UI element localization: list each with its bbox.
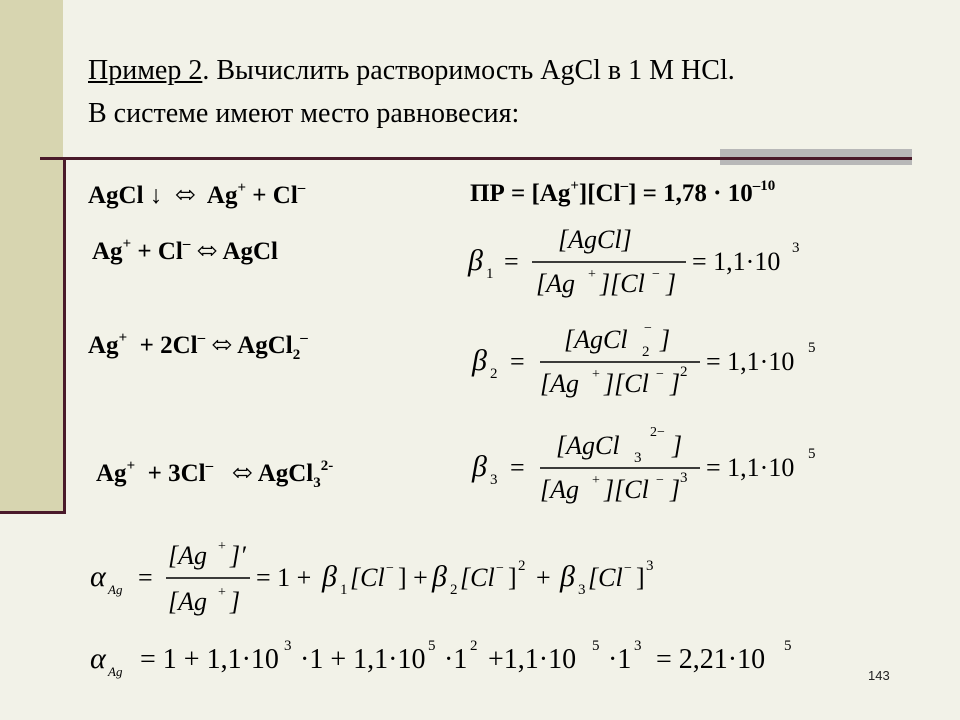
svg-text:]: ] xyxy=(508,563,517,592)
svg-text:2−: 2− xyxy=(650,425,665,440)
svg-text:5: 5 xyxy=(784,638,792,654)
svg-text:[Ag: [Ag xyxy=(536,269,575,298)
svg-text:+: + xyxy=(592,367,600,382)
svg-text:−: − xyxy=(386,561,394,576)
svg-text:]: ] xyxy=(670,475,681,504)
svg-text:[Cl: [Cl xyxy=(460,563,495,592)
svg-text:= 2,21·10: = 2,21·10 xyxy=(656,644,766,675)
svg-text:5: 5 xyxy=(428,638,436,654)
beta2-formula xyxy=(460,318,840,408)
equilibrium-arrow-icon: ⬄ xyxy=(196,238,218,265)
svg-text:[Ag: [Ag xyxy=(168,587,207,616)
example-label: Пример 2 xyxy=(88,55,203,86)
svg-text:]: ] xyxy=(660,325,671,354)
horizontal-divider xyxy=(40,157,912,160)
svg-text:β: β xyxy=(560,560,575,593)
svg-text:·1: ·1 xyxy=(444,644,468,675)
svg-text:+: + xyxy=(536,563,551,592)
reaction-dissolution: AgCl ↓ ⬄ Ag+ + Cl– xyxy=(88,180,306,209)
svg-text:−: − xyxy=(644,321,652,336)
svg-text:= 1 + 1,1·10: = 1 + 1,1·10 xyxy=(140,644,279,675)
svg-text:2: 2 xyxy=(680,364,688,380)
svg-text:β: β xyxy=(472,450,487,483)
svg-text:+: + xyxy=(218,585,226,600)
svg-text:Ag: Ag xyxy=(108,582,123,597)
svg-text:]′: ]′ xyxy=(230,541,246,570)
svg-text:2: 2 xyxy=(642,344,650,360)
svg-text:2: 2 xyxy=(470,638,478,654)
svg-text:3: 3 xyxy=(578,582,586,598)
svg-text:3: 3 xyxy=(634,638,642,654)
svg-text:]: ] xyxy=(636,563,645,592)
svg-text:2: 2 xyxy=(490,366,498,382)
svg-text:[Ag: [Ag xyxy=(540,369,579,398)
svg-text:5: 5 xyxy=(592,638,600,654)
svg-text:5: 5 xyxy=(808,340,816,356)
reaction-complex-3: Ag+ + 3Cl– ⬄ AgCl$_3^{2-}$ xyxy=(96,458,334,491)
svg-text:+: + xyxy=(218,539,226,554)
svg-text:]: ] xyxy=(230,587,241,616)
svg-text:=: = xyxy=(138,563,153,592)
svg-text:·1 + 1,1·10: ·1 + 1,1·10 xyxy=(300,644,426,675)
svg-text:+1,1·10: +1,1·10 xyxy=(488,644,577,675)
svg-text:β: β xyxy=(472,344,487,377)
svg-text:]: ] xyxy=(672,431,683,460)
svg-text:[Ag: [Ag xyxy=(540,475,579,504)
svg-text:=: = xyxy=(504,247,519,276)
svg-text:] +: ] + xyxy=(398,563,428,592)
solubility-product: ПР = $[Ag^+][Cl^-] = 1,78 \cdot 10^{-10}$ xyxy=(470,178,776,207)
svg-text:·1: ·1 xyxy=(608,644,632,675)
svg-text:][Cl: ][Cl xyxy=(600,269,645,298)
sidebar-band xyxy=(0,0,63,513)
svg-text:α: α xyxy=(90,642,106,675)
page-number: 143 xyxy=(868,668,890,683)
reaction-complex-2: Ag+ + 2Cl– ⬄ AgCl$_2$– xyxy=(88,330,308,363)
svg-text:[AgCl: [AgCl xyxy=(556,431,620,460)
svg-text:= 1,1·10: = 1,1·10 xyxy=(692,247,781,276)
task-text: . Вычислить растворимость AgCl в 1 М HCl. xyxy=(202,55,735,86)
sidebar-bottom-rule xyxy=(0,511,66,514)
svg-text:[AgCl: [AgCl xyxy=(564,325,628,354)
svg-text:[Cl: [Cl xyxy=(588,563,623,592)
svg-text:= 1 +: = 1 + xyxy=(256,563,312,592)
beta1-formula xyxy=(460,218,820,308)
svg-text:Ag: Ag xyxy=(108,664,123,679)
equilibrium-arrow-icon: ⬄ xyxy=(174,182,196,209)
alpha-calculation xyxy=(84,628,824,698)
equilibrium-arrow-icon: ⬄ xyxy=(211,332,233,359)
svg-text:α: α xyxy=(90,560,106,593)
svg-text:= 1,1·10: = 1,1·10 xyxy=(706,347,795,376)
svg-text:−: − xyxy=(624,561,632,576)
svg-text:]: ] xyxy=(670,369,681,398)
svg-text:β: β xyxy=(322,560,337,593)
svg-text:2: 2 xyxy=(518,558,526,574)
svg-text:[AgCl]: [AgCl] xyxy=(558,225,632,254)
svg-text:1: 1 xyxy=(340,582,348,598)
svg-text:3: 3 xyxy=(284,638,292,654)
svg-text:−: − xyxy=(496,561,504,576)
precipitate-arrow-icon: ↓ xyxy=(149,182,163,209)
svg-text:3: 3 xyxy=(634,450,642,466)
svg-text:3: 3 xyxy=(646,558,654,574)
svg-text:=: = xyxy=(510,347,525,376)
svg-text:[Ag: [Ag xyxy=(168,541,207,570)
svg-text:3: 3 xyxy=(680,470,688,486)
svg-text:=: = xyxy=(510,453,525,482)
alpha-definition xyxy=(84,534,724,624)
svg-text:2: 2 xyxy=(450,582,458,598)
equilibrium-arrow-icon: ⬄ xyxy=(231,460,253,487)
slide-subtitle: В системе имеют место равновесия: xyxy=(88,98,520,129)
svg-text:+: + xyxy=(592,473,600,488)
svg-text:−: − xyxy=(652,267,660,282)
svg-text:−: − xyxy=(656,473,664,488)
svg-text:][Cl: ][Cl xyxy=(604,475,649,504)
svg-text:β: β xyxy=(468,244,483,277)
svg-text:5: 5 xyxy=(808,446,816,462)
svg-text:]: ] xyxy=(666,269,677,298)
svg-text:3: 3 xyxy=(490,472,498,488)
svg-text:β: β xyxy=(432,560,447,593)
svg-text:+: + xyxy=(588,267,596,282)
vertical-divider xyxy=(63,160,66,513)
slide-title xyxy=(88,55,735,87)
svg-text:3: 3 xyxy=(792,240,800,256)
svg-text:][Cl: ][Cl xyxy=(604,369,649,398)
svg-text:= 1,1·10: = 1,1·10 xyxy=(706,453,795,482)
beta3-formula xyxy=(460,424,840,514)
svg-text:[Cl: [Cl xyxy=(350,563,385,592)
svg-text:−: − xyxy=(656,367,664,382)
reaction-complex-1: Ag+ + Cl– ⬄ AgCl xyxy=(92,236,279,265)
svg-text:1: 1 xyxy=(486,266,494,282)
